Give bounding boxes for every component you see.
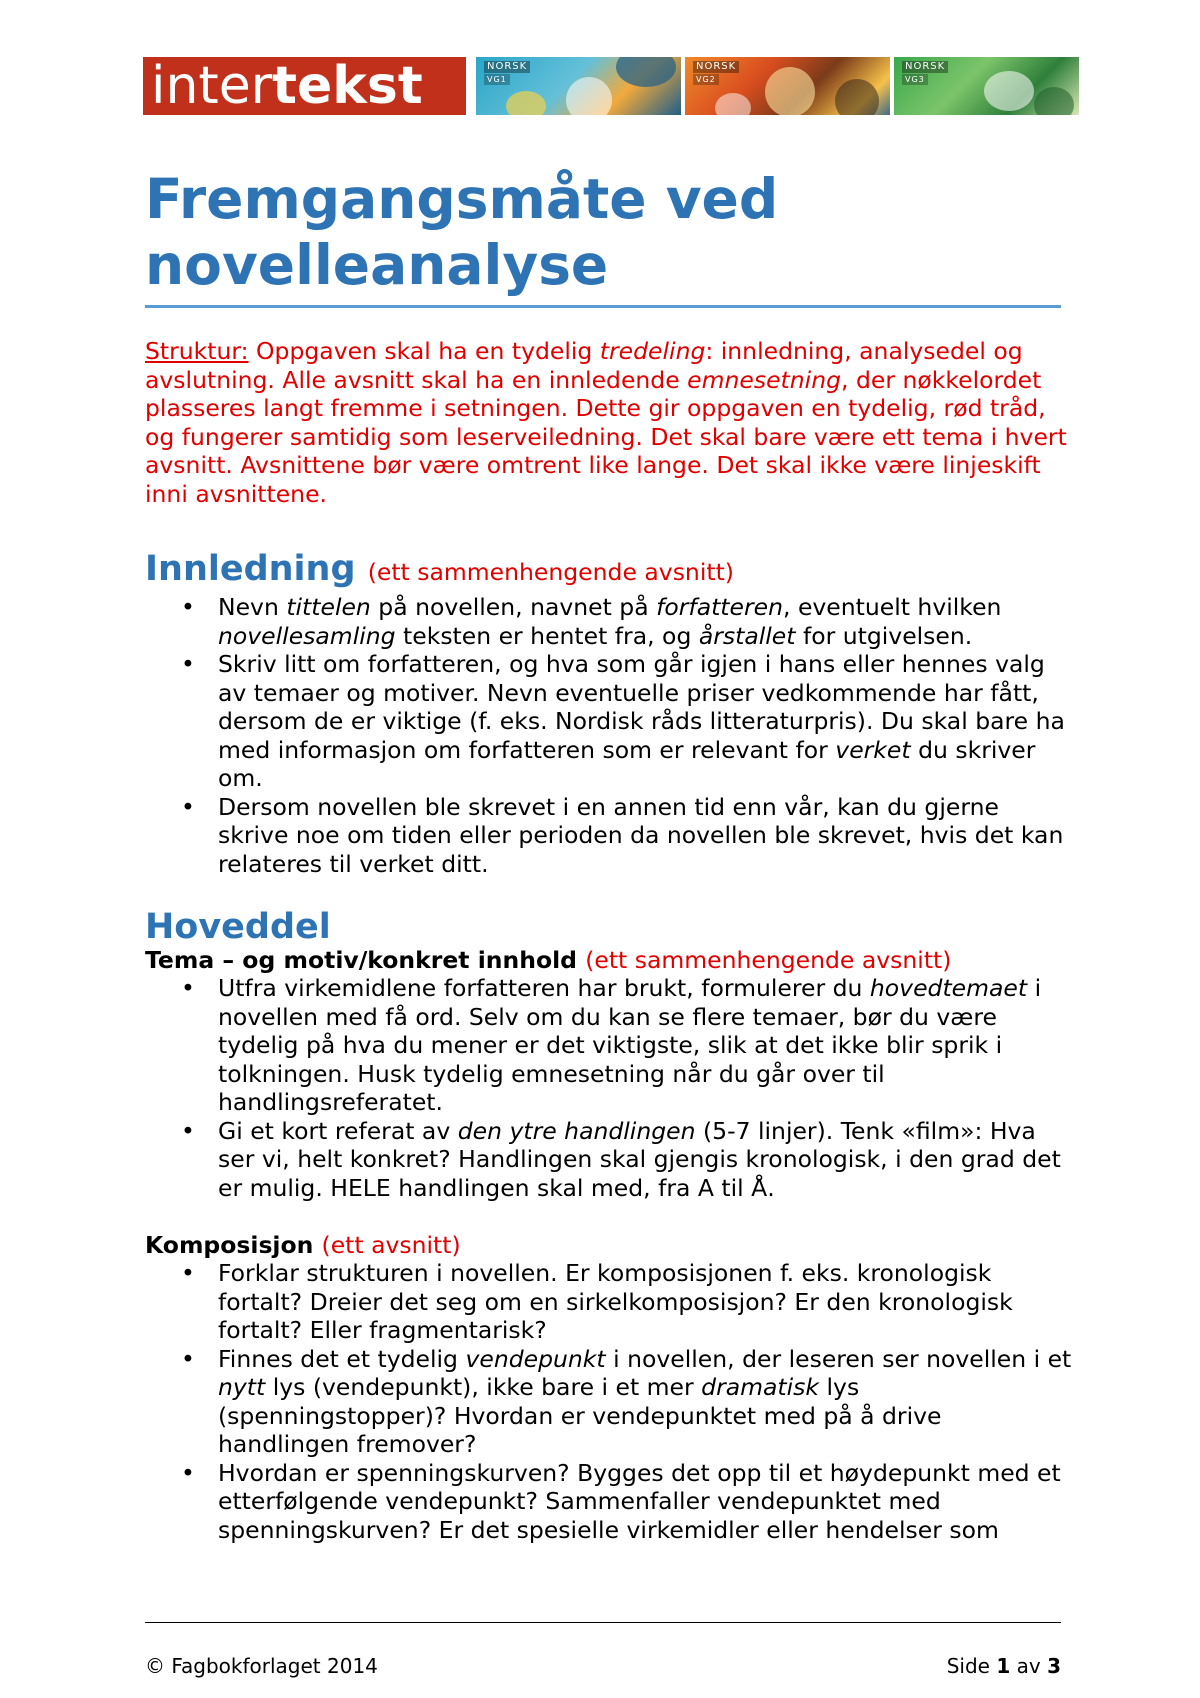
intro-text: , der nøkkelordet plasseres langt fremme i setningen. Dette gir oppgaven en tydelig, rød tråd, og fungerer samtidig som leserveiledning. Det skal bare være ett tema i hvert avsnitt. Avsnittene bør være omtrent like lange. Det skal ikke være linjeskift inni avsnittene. [145,365,1067,508]
footer-divider [145,1622,1061,1623]
structure-label: Struktur: [145,337,249,365]
book-cover-vg1 [476,57,681,115]
intertekst-logo [143,57,466,115]
book-cover-vg2 [685,57,890,115]
section-heading-hoveddel [145,906,331,948]
subheading-note: (ett avsnitt) [321,1231,461,1259]
logo-text-light: inter [151,56,273,116]
list-item: • Gi et kort referat av den ytre handlingen (5-7 linjer). Tenk «film»: Hva ser vi, helt konkret? Handlingen skal gjengis kronologisk, i den grad det er mulig. HELE handlingen skal med, fra A til Å. [181,1116,1061,1202]
cover-sub: VG2 [693,74,719,85]
header-banner [143,57,1095,115]
section-heading-innledning [145,548,734,593]
logo-text-bold: tekst [272,56,423,116]
heading-note: (ett sammenhengende avsnitt) [367,558,734,586]
cover-label: NORSK [484,61,530,73]
innledning-list [145,593,1075,878]
book-cover-vg3 [894,57,1079,115]
cover-sub: VG3 [902,74,928,85]
list-item: • Finnes det et tydelig vendepunkt i novellen, der leseren ser novellen i et nytt lys (vendepunkt), ikke bare i et mer dramatisk lys (spenningstopper)? Hvordan er vendepunktet med på å drive handlingen fremover? [181,1344,1072,1458]
intro-text: Oppgaven skal ha en tydelig [248,337,600,365]
subheading-text: Tema – og motiv/konkret innhold [145,946,577,974]
intro-emphasis: tredeling [599,337,706,365]
footer-copyright: © Fagbokforlaget 2014 [145,1654,378,1678]
subheading-komposisjon [145,1231,461,1260]
list-item: • Skriv litt om forfatteren, og hva som går igjen i hans eller hennes valg av temaer og motiver. Nevn eventuelle priser vedkommende har fått, dersom de er viktige (f. eks. Nordisk råds litteraturpris). Du skal bare ha med informasjon om forfatteren som er relevant for verket du skriver om. [181,650,1065,792]
cover-label: NORSK [693,61,739,73]
heading-text: Innledning [145,549,356,589]
subheading-text: Komposisjon [145,1231,314,1259]
tema-list [145,974,1075,1202]
structure-paragraph [145,337,1075,508]
list-item: • Forklar strukturen i novellen. Er komposisjonen f. eks. kronologisk fortalt? Dreier det seg om en sirkelkomposisjon? Er den kronologisk fortalt? Eller fragmentarisk? [181,1259,1013,1344]
subheading-tema [145,946,951,975]
cover-sub: VG1 [484,74,510,85]
list-item: • Hvordan er spenningskurven? Bygges det opp til et høydepunkt med et etterfølgende vendepunkt? Sammenfaller vendepunktet med spenningskurven? Er det spesielle virkemidler eller hendelser som [181,1458,1061,1544]
intro-text: : innledning, analysedel og avslutning. Alle avsnitt skal ha en innledende [145,337,1023,394]
komposisjon-list [145,1259,1075,1544]
intro-emphasis: emnesetning [687,365,842,394]
footer-page-number: Side 1 av 3 [946,1654,1061,1678]
list-item: • Dersom novellen ble skrevet i en annen tid enn vår, kan du gjerne skrive noe om tiden eller perioden da novellen ble skrevet, hvis det kan relateres til verket ditt. [181,792,1064,878]
subheading-note: (ett sammenhengende avsnitt) [585,946,952,974]
page-title: Fremgangsmåte ved novelleanalyse [145,167,779,297]
heading-text: Hoveddel [145,907,331,947]
list-item: • Nevn tittelen på novellen, navnet på forfatteren, eventuelt hvilken novellesamling teksten er hentet fra, og årstallet for utgivelsen. [181,593,1002,650]
cover-label: NORSK [902,61,948,73]
list-item: • Utfra virkemidlene forfatteren har brukt, formulerer du hovedtemaet i novellen med få ord. Selv om du kan se flere temaer, bør du være tydelig på hva du mener er det viktigste, slik at det ikke blir sprik i tolkningen. Husk tydelig emnesetning når du går over til handlingsreferatet. [181,974,1042,1116]
title-divider [145,305,1061,308]
